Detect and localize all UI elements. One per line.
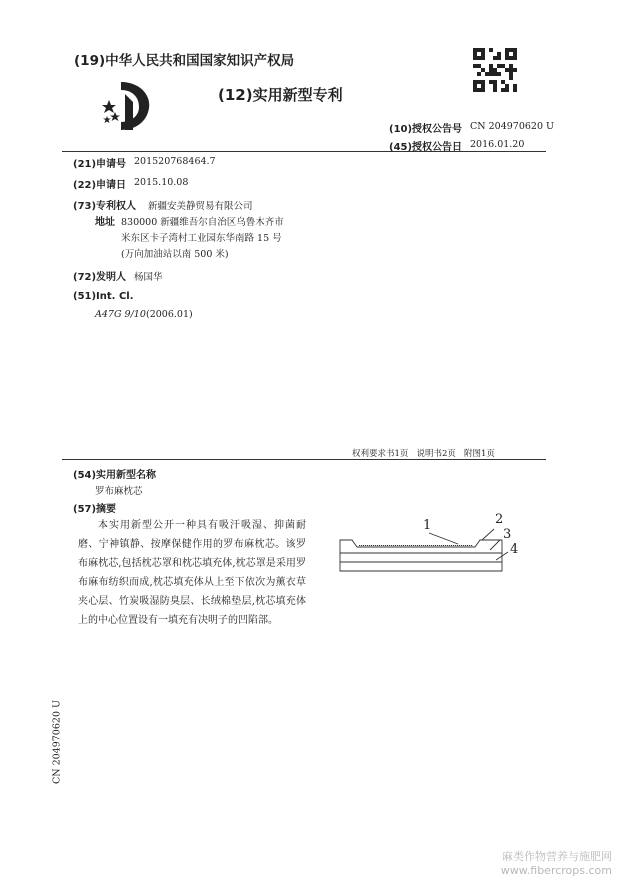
- document-type: (12)实用新型专利: [218, 86, 343, 104]
- grant-date: 2016.01.20: [470, 139, 525, 150]
- address-line-1: 830000 新疆维吾尔自治区乌鲁木齐市: [121, 217, 284, 228]
- title-label: (54)实用新型名称: [73, 470, 157, 481]
- watermark-site-name: 麻类作物营养与施肥网: [502, 850, 612, 863]
- intcl-label: (51)Int. Cl.: [73, 291, 134, 302]
- address-line-3: (万向加油站以南 500 米): [121, 249, 229, 260]
- page-counts: 权利要求书1页 说明书2页 附图1页: [352, 449, 495, 459]
- inventor: 杨国华: [134, 272, 163, 283]
- side-publication-number: CN 204970620 U: [51, 699, 63, 785]
- address-label: 地址: [95, 217, 115, 228]
- utility-model-title: 罗布麻枕芯: [95, 486, 143, 497]
- grant-number-label: (10)授权公告号: [389, 124, 463, 135]
- header-divider: [62, 151, 546, 152]
- address-line-2: 米东区卡子湾村工业园东华南路 15 号: [121, 233, 282, 244]
- qr-code: [473, 48, 517, 92]
- cnipa-logo: [97, 78, 155, 133]
- grant-number: CN 204970620 U: [470, 121, 555, 132]
- application-number: 201520768464.7: [134, 156, 216, 167]
- pillow-cover-outline: [340, 540, 502, 571]
- filing-date: 2015.10.08: [134, 177, 189, 188]
- page-counts-divider: [62, 459, 546, 460]
- inventor-label: (72)发明人: [73, 272, 127, 283]
- abstract-label: (57)摘要: [73, 504, 117, 515]
- leader-2: [482, 529, 494, 540]
- application-number-label: (21)申请号: [73, 159, 127, 170]
- figure-label-2: 2: [495, 512, 504, 527]
- filing-date-label: (22)申请日: [73, 180, 127, 191]
- issuing-office: (19)中华人民共和国国家知识产权局: [74, 53, 295, 69]
- figure-label-4: 4: [510, 542, 519, 557]
- intcl-code: A47G 9/10: [95, 309, 146, 320]
- patentee-label: (73)专利权人: [73, 201, 137, 212]
- figure-label-1: 1: [423, 518, 432, 533]
- abstract-text: 本实用新型公开一种具有吸汗吸湿、抑菌耐磨、宁神镇静、按摩保健作用的罗布麻枕芯。该罗布麻枕芯,包括枕芯罩和枕芯填充体,枕芯罩是采用罗布麻布纺织而成,枕芯填充体从上至下依次为薰衣草夹心层、竹炭吸湿防臭层、长绒棉垫层,枕芯填充体上的中心位置设有一填充有决明子的凹陷部。: [78, 520, 306, 626]
- intcl-date: (2006.01): [146, 309, 193, 320]
- leader-1: [429, 533, 458, 544]
- patentee: 新疆安美静贸易有限公司: [148, 201, 253, 212]
- leader-3: [490, 540, 500, 550]
- figure-label-3: 3: [503, 527, 512, 542]
- pillow-figure: [326, 512, 526, 582]
- watermark-url: www.fibercrops.com: [500, 864, 612, 877]
- grant-date-label: (45)授权公告日: [389, 142, 463, 153]
